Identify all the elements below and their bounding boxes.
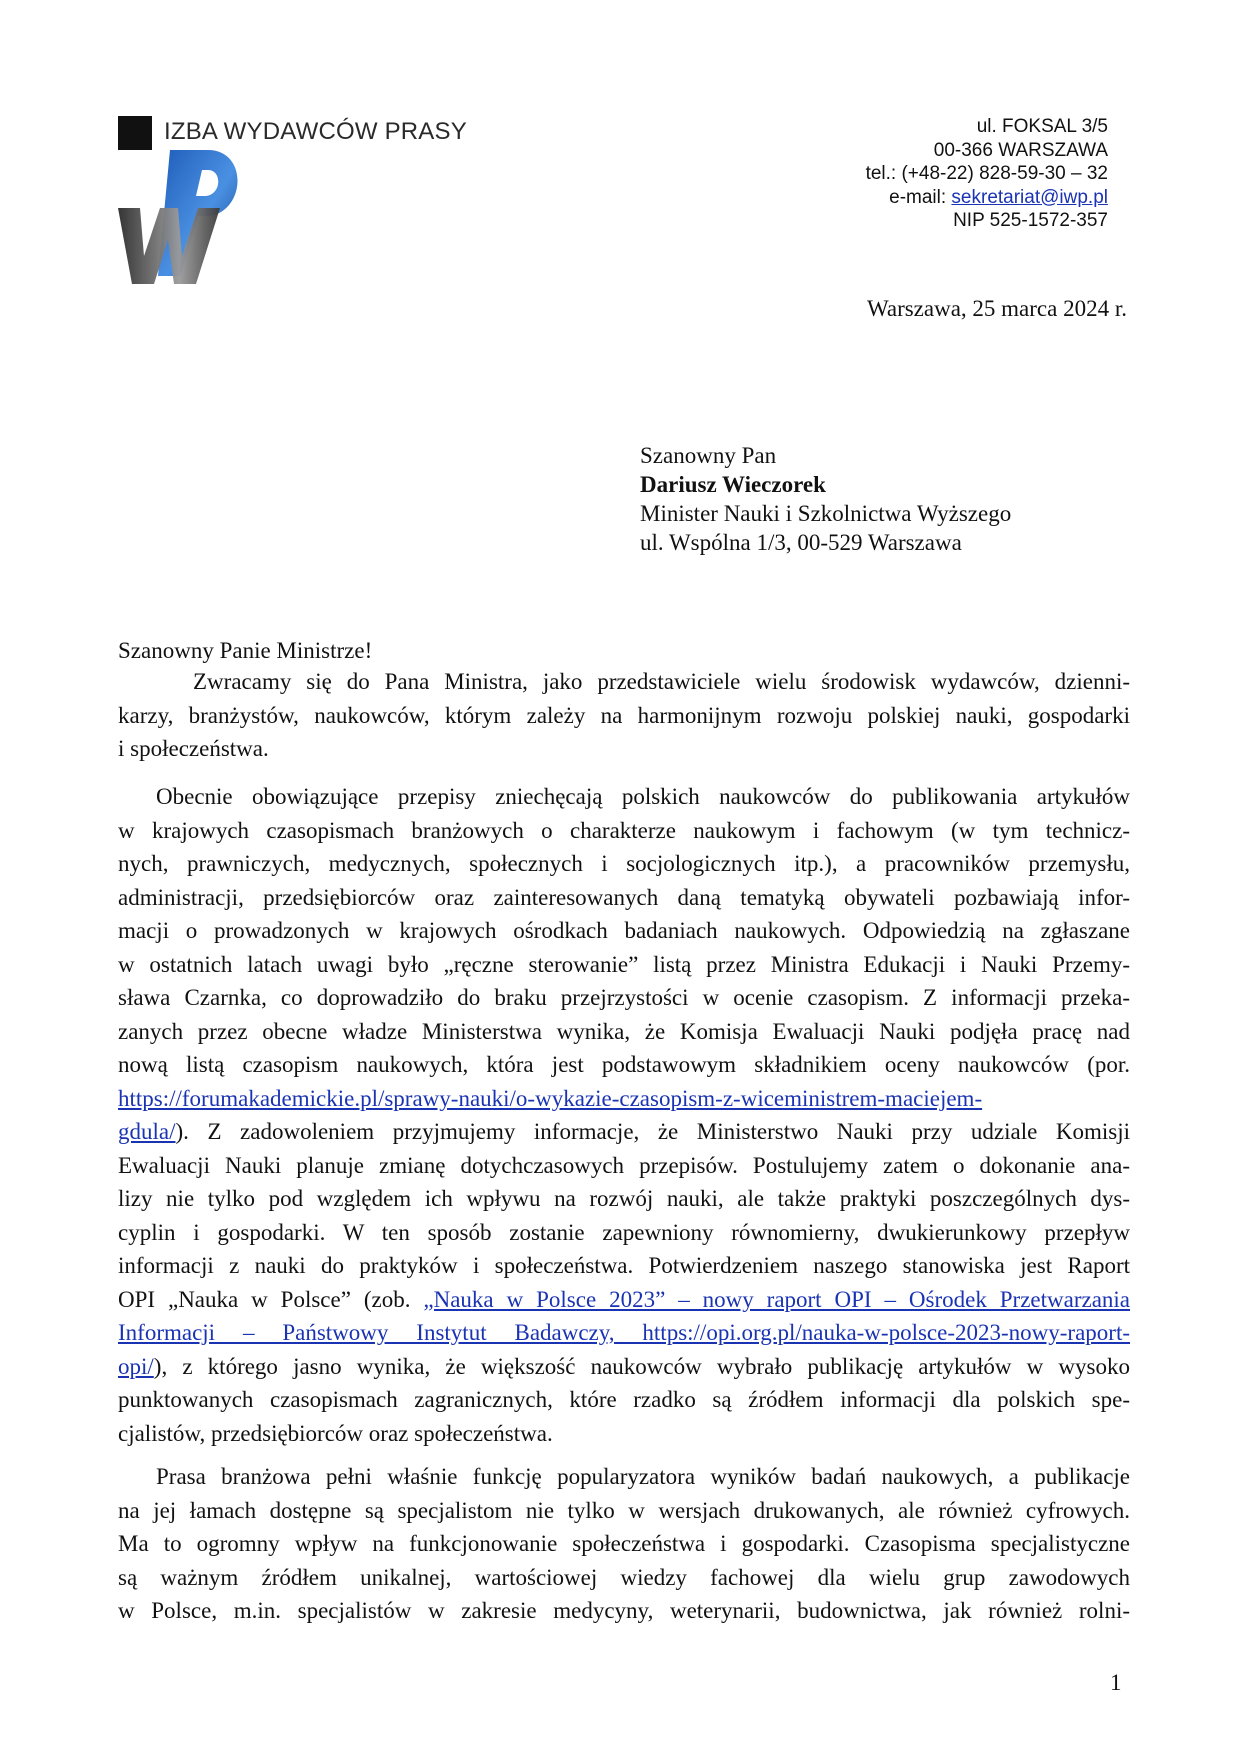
paragraph-2: [118, 780, 1130, 1450]
paragraph-line: Obecnie obowiązujące przepisy zniechęcają polskich naukowców do publikowania artykułów: [156, 784, 1130, 809]
sender-phone: tel.: (+48-22) 828-59-30 – 32: [865, 163, 1108, 184]
iwp-logo: [118, 116, 467, 296]
paragraph-line: Ma to ogromny wpływ na funkcjonowanie społeczeństwa i gospodarki. Czasopisma specjalistyczne: [118, 1531, 1130, 1556]
paragraph-line: [118, 1283, 1130, 1317]
paragraph-line: administracji, przedsiębiorców oraz zainteresowanych daną tematyką obywateli pozbawiają infor-: [118, 884, 1130, 910]
paragraph-line: w ostatnich latach uwagi było „ręczne sterowanie” listą przez Ministra Edukacji i Nauki Przemy-: [118, 951, 1130, 977]
paragraph-line: macji o prowadzonych w krajowych ośrodkach badaniach naukowych. Odpowiedzią na zgłaszane: [118, 918, 1130, 943]
paragraph-line: lizy nie tylko pod względem ich wpływu na rozwój nauki, ale także praktyki poszczególnych dys-: [118, 1186, 1130, 1211]
page-number: 1: [1110, 1670, 1122, 1695]
paragraph-line: punktowanych czasopismach zagranicznych, które rzadko są źródłem informacji dla polskich spe-: [118, 1387, 1130, 1412]
paragraph-line: zanych przez obecne władze Ministerstwa wynika, że Komisja Ewaluacji Nauki podjęła pracę nad: [118, 1018, 1130, 1044]
paragraph-line: Zwracamy się do Pana Ministra, jako przedstawiciele wielu środowisk wydawców, dzienni-: [193, 669, 1130, 694]
salutation: Szanowny Panie Ministrze!: [118, 638, 373, 663]
sender-email-line: [866, 186, 1108, 210]
paragraph-line: [118, 1082, 1130, 1116]
paragraph-line: nową listą czasopism naukowych, która jest podstawowym składnikiem oceny naukowców (por.: [118, 1052, 1130, 1077]
sender-address: [866, 115, 1108, 233]
paragraph-line: nych, prawniczych, medycznych, społecznych i socjologicznych itp.), a pracowników przemysłu,: [118, 851, 1130, 876]
paragraph-line: karzy, branżystów, naukowców, którym zależy na harmonijnym rozwoju polskiej nauki, gospodarki: [118, 702, 1130, 728]
paragraph-line: są ważnym źródłem unikalnej, wartościowej wiedzy fachowej dla wielu grup zawodowych: [118, 1564, 1130, 1590]
email-label: e-mail:: [889, 186, 952, 208]
recipient-position: Minister Nauki i Szkolnictwa Wyższego: [640, 501, 1012, 526]
paragraph-line: [118, 1316, 1130, 1350]
sender-city: 00-366 WARSZAWA: [933, 139, 1108, 161]
email-link[interactable]: sekretariat@iwp.pl: [951, 186, 1108, 208]
paragraph-line: Ewaluacji Nauki planuje zmianę dotychczasowych przepisów. Postulujemy zatem o dokonanie ana-: [118, 1152, 1130, 1178]
paragraph-text: ). Z zadowoleniem przyjmujemy informacje, że Ministerstwo Nauki przy udziale Komisji: [175, 1119, 1130, 1144]
paragraph-text: ), z którego jasno wynika, że większość naukowców wybrało publikację artykułów w wysoko: [153, 1353, 1130, 1379]
letter-date: Warszawa, 25 marca 2024 r.: [867, 296, 1127, 321]
paragraph-text: OPI „Nauka w Polsce” (zob.: [118, 1286, 424, 1312]
paragraph-3: [118, 1460, 1130, 1628]
recipient-address: ul. Wspólna 1/3, 00-529 Warszawa: [640, 530, 962, 555]
paragraph-line: Prasa branżowa pełni właśnie funkcję popularyzatora wyników badań naukowych, a publikacje: [156, 1464, 1130, 1489]
paragraph-line: i społeczeństwa.: [118, 736, 269, 761]
recipient-greeting: Szanowny Pan: [640, 443, 777, 468]
paragraph-line: w krajowych czasopismach branżowych o charakterze naukowym i fachowym (w tym technicz-: [118, 817, 1130, 843]
paragraph-line: [118, 1350, 1130, 1384]
forum-akademickie-link-cont[interactable]: gdula/: [118, 1119, 176, 1144]
paragraph-line: [118, 1115, 1130, 1149]
paragraph-line: cjalistów, przedsiębiorców oraz społeczeństwa.: [118, 1420, 553, 1446]
forum-akademickie-link[interactable]: https://forumakademickie.pl/sprawy-nauki/o-wykazie-czasopism-z-wiceministrem-maciejem-: [118, 1085, 983, 1111]
opi-report-link[interactable]: „Nauka w Polsce 2023” – nowy raport OPI – Ośrodek Przetwarzania: [423, 1286, 1131, 1312]
sender-street: ul. FOKSAL 3/5: [976, 116, 1108, 137]
opi-report-link-cont[interactable]: Informacji – Państwowy Instytut Badawczy, https://opi.org.pl/nauka-w-polsce-2023-nowy-raport-: [118, 1320, 1130, 1345]
paragraph-line: na jej łamach dostępne są specjalistom nie tylko w wersjach drukowanych, ale również cyfrowych.: [118, 1497, 1130, 1523]
sender-nip: NIP 525-1572-357: [953, 210, 1108, 231]
opi-report-link-end[interactable]: opi/: [118, 1353, 154, 1379]
org-name: IZBA WYDAWCÓW PRASY: [164, 118, 467, 145]
paragraph-line: w Polsce, m.in. specjalistów w zakresie medycyny, weterynarii, budownictwa, jak również rolni-: [118, 1598, 1130, 1623]
recipient-name: Dariusz Wieczorek: [640, 472, 826, 497]
recipient-block: [640, 441, 1011, 557]
paragraph-1: [118, 665, 1130, 766]
paragraph-line: cyplin i gospodarki. W ten sposób zostanie zapewniony równomierny, dwukierunkowy przepływ: [118, 1219, 1130, 1245]
paragraph-line: informacji z nauki do praktyków i społeczeństwa. Potwierdzeniem naszego stanowiska jest Raport: [118, 1253, 1130, 1278]
paragraph-line: sława Czarnka, co doprowadziło do braku przejrzystości w ocenie czasopism. Z informacji przeka-: [118, 985, 1130, 1010]
